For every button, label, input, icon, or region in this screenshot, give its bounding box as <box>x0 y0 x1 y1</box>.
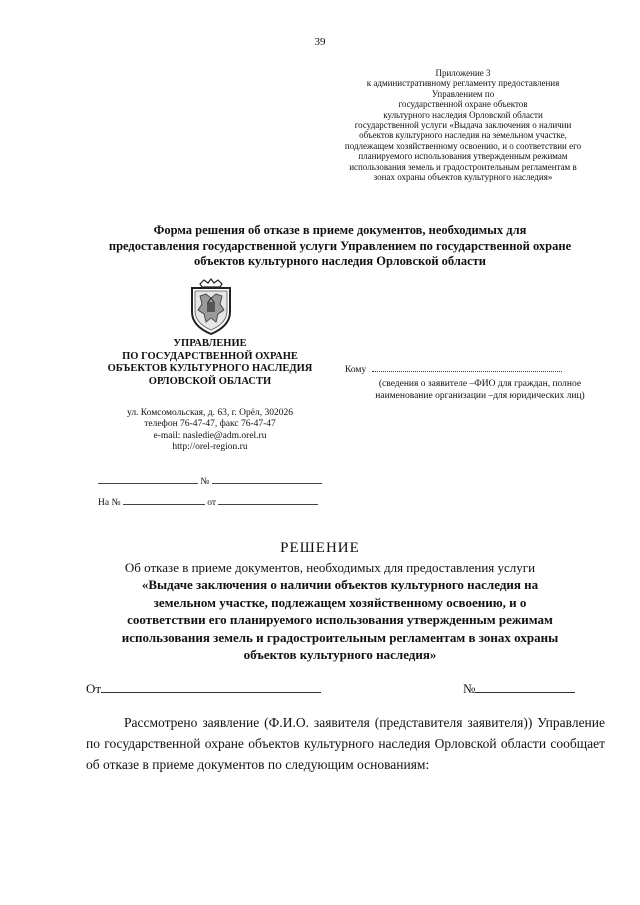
org-email: e-mail: nasledie@adm.orel.ru <box>153 430 267 441</box>
appendix-line: зонах охраны объектов культурного наследия» <box>373 172 553 183</box>
appendix-header <box>300 68 626 182</box>
outgoing-number-field[interactable] <box>212 474 322 484</box>
appendix-line: планируемого использования утвержденным режимам <box>358 151 568 162</box>
form-title-line: Форма решения об отказе в приеме документов, необходимых для <box>153 223 527 237</box>
service-name-line: объектов культурного наследия» <box>243 647 437 662</box>
decision-date-line <box>86 680 321 697</box>
decision-date-field[interactable] <box>101 680 321 693</box>
service-name-line: использования земель и градостроительным регламентам в зонах охраны <box>121 629 559 645</box>
outgoing-number-sign: № <box>200 477 210 487</box>
reference-label: На № <box>98 498 121 508</box>
reference-date-field[interactable] <box>218 495 318 505</box>
coat-of-arms-icon <box>186 278 236 336</box>
recipient-note <box>340 378 620 402</box>
org-name-line: ОБЪЕКТОВ КУЛЬТУРНОГО НАСЛЕДИЯ <box>107 363 313 374</box>
form-title-line: объектов культурного наследия Орловской области <box>193 254 487 268</box>
form-title-line: предоставления государственной услуги Управлением по государственной охране <box>108 238 572 253</box>
appendix-line: государственной услуги «Выдача заключения о наличии <box>354 120 572 131</box>
appendix-line: культурного наследия Орловской области <box>383 109 543 120</box>
org-name-line: УПРАВЛЕНИЕ <box>173 338 247 349</box>
service-name-line: земельном участке, подлежащем хозяйственному освоению, и о <box>153 594 527 610</box>
recipient-note-line: наименование организации –для юридических лиц) <box>375 391 585 401</box>
decision-subtitle: Об отказе в приеме документов, необходимых для предоставления услуги <box>124 560 536 575</box>
service-name-line: «Выдаче заключения о наличии объектов культурного наследия на <box>141 577 539 592</box>
organization-name <box>60 338 360 388</box>
appendix-line: Приложение 3 <box>435 68 491 78</box>
org-website: http://orel-region.ru <box>172 441 248 452</box>
appendix-line: к административному регламенту предоставления <box>366 78 560 89</box>
decision-number-field[interactable] <box>475 680 575 693</box>
recipient-label: Кому <box>345 365 367 375</box>
org-phone: телефон 76-47-47, факс 76-47-47 <box>144 419 276 430</box>
form-title <box>90 223 590 270</box>
recipient-field[interactable] <box>372 365 562 372</box>
org-name-line: ОРЛОВСКОЙ ОБЛАСТИ <box>148 375 272 387</box>
outgoing-date-field[interactable] <box>98 474 198 484</box>
body-paragraph: Рассмотрено заявление (Ф.И.О. заявителя (представителя заявителя)) Управление по государственной охране объектов культурного наследия Орловской области сообщает об отказе в приеме документов по следующим основаниям: <box>86 715 605 772</box>
reference-number-field[interactable] <box>123 495 205 505</box>
decision-date-label: От <box>86 681 102 696</box>
organization-contacts <box>60 408 360 453</box>
decision-title: РЕШЕНИЕ <box>280 540 360 556</box>
page-number: 39 <box>314 36 326 48</box>
appendix-line: Управлением по <box>431 88 495 99</box>
decision-number-line <box>463 680 575 697</box>
appendix-line: государственной охране объектов <box>398 99 528 110</box>
service-name-line: соответствии его планируемого использования утвержденным режимам <box>127 612 553 627</box>
recipient-note-line: (сведения о заявителе –ФИО для граждан, полное <box>378 379 582 389</box>
service-name <box>80 576 600 664</box>
reference-number-line <box>98 495 318 508</box>
appendix-line: подлежащем хозяйственному освоению, и о соответствии его <box>344 140 582 151</box>
outgoing-number-line <box>98 474 322 487</box>
appendix-line: использования земель и градостроительным регламентам в <box>349 161 577 172</box>
appendix-line: объектов культурного наследия на земельном участке, <box>359 130 567 141</box>
decision-number-label: № <box>463 681 476 696</box>
reference-date-label: от <box>207 498 217 508</box>
org-name-line: ПО ГОСУДАРСТВЕННОЙ ОХРАНЕ <box>122 350 298 362</box>
recipient-line <box>345 365 562 375</box>
org-address: ул. Комсомольская, д. 63, г. Орёл, 302026 <box>126 408 293 418</box>
